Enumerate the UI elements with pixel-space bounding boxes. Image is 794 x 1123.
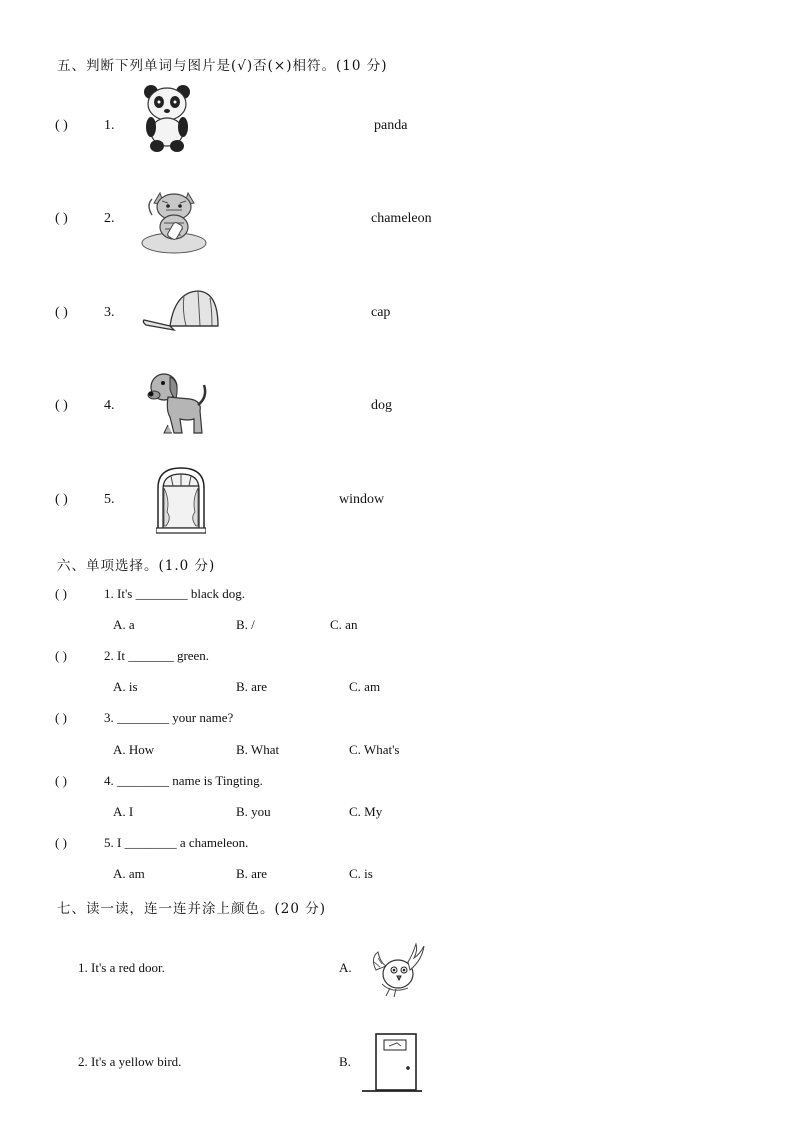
answer-bracket[interactable]: ( ) — [55, 492, 68, 507]
question-stem: 1. It's ________ black dog. — [104, 586, 245, 601]
answer-bracket[interactable]: ( ) — [55, 773, 67, 788]
option-c[interactable]: C. an — [330, 617, 358, 632]
answer-bracket[interactable]: ( ) — [55, 211, 68, 226]
option-b[interactable]: B. are — [236, 866, 268, 881]
question-stem: 3. ________ your name? — [104, 710, 234, 725]
answer-bracket[interactable]: ( ) — [55, 835, 67, 850]
option-a[interactable]: A. am — [113, 866, 145, 881]
question-stem: 5. I ________ a chameleon. — [104, 835, 249, 850]
word-label: dog — [371, 398, 392, 413]
answer-bracket[interactable]: ( ) — [55, 586, 67, 601]
bird-icon — [368, 940, 428, 1000]
cap-icon — [140, 286, 222, 336]
option-c[interactable]: C. is — [349, 866, 373, 881]
item-number: 4. — [104, 398, 115, 413]
door-icon — [362, 1032, 422, 1094]
question-stem: 4. ________ name is Tingting. — [104, 773, 263, 788]
option-c[interactable]: C. am — [349, 679, 381, 694]
option-c[interactable]: C. My — [349, 804, 383, 819]
word-label: cap — [371, 305, 391, 320]
item-number: 2. — [104, 211, 115, 226]
word-label: window — [339, 492, 385, 507]
option-a[interactable]: A. How — [113, 742, 155, 757]
answer-bracket[interactable]: ( ) — [55, 710, 67, 725]
option-c[interactable]: C. What's — [349, 742, 400, 757]
answer-bracket[interactable]: ( ) — [55, 305, 68, 320]
option-a[interactable]: A. I — [113, 804, 134, 819]
panda-icon — [140, 82, 196, 154]
option-b[interactable]: B. What — [236, 742, 280, 757]
answer-bracket[interactable]: ( ) — [55, 648, 67, 663]
question-stem: 2. It _______ green. — [104, 648, 210, 663]
option-a[interactable]: A. is — [113, 679, 138, 694]
item-number: 5. — [104, 492, 115, 507]
section-7-heading: 七、读一读，连一连并涂上颜色。(20 分) — [57, 901, 327, 917]
section-6-heading: 六、单项选择。(1.0 分) — [57, 558, 216, 574]
dog-icon — [146, 367, 210, 439]
answer-bracket[interactable]: ( ) — [55, 398, 68, 413]
window-icon — [156, 466, 206, 534]
option-a[interactable]: A. a — [113, 617, 135, 632]
match-sentence: 1. It's a red door. — [78, 960, 165, 975]
item-number: 1. — [104, 118, 115, 133]
match-letter: A. — [339, 960, 352, 975]
match-letter: B. — [339, 1054, 351, 1069]
option-b[interactable]: B. you — [236, 804, 271, 819]
match-sentence: 2. It's a yellow bird. — [78, 1054, 182, 1069]
answer-bracket[interactable]: ( ) — [55, 118, 68, 133]
cat-icon — [138, 185, 210, 255]
item-number: 3. — [104, 305, 115, 320]
option-b[interactable]: B. / — [236, 617, 255, 632]
option-b[interactable]: B. are — [236, 679, 268, 694]
word-label: panda — [374, 118, 408, 133]
word-label: chameleon — [371, 211, 432, 226]
section-5-heading: 五、判断下列单词与图片是(√)否(×)相符。(10 分) — [57, 58, 388, 74]
